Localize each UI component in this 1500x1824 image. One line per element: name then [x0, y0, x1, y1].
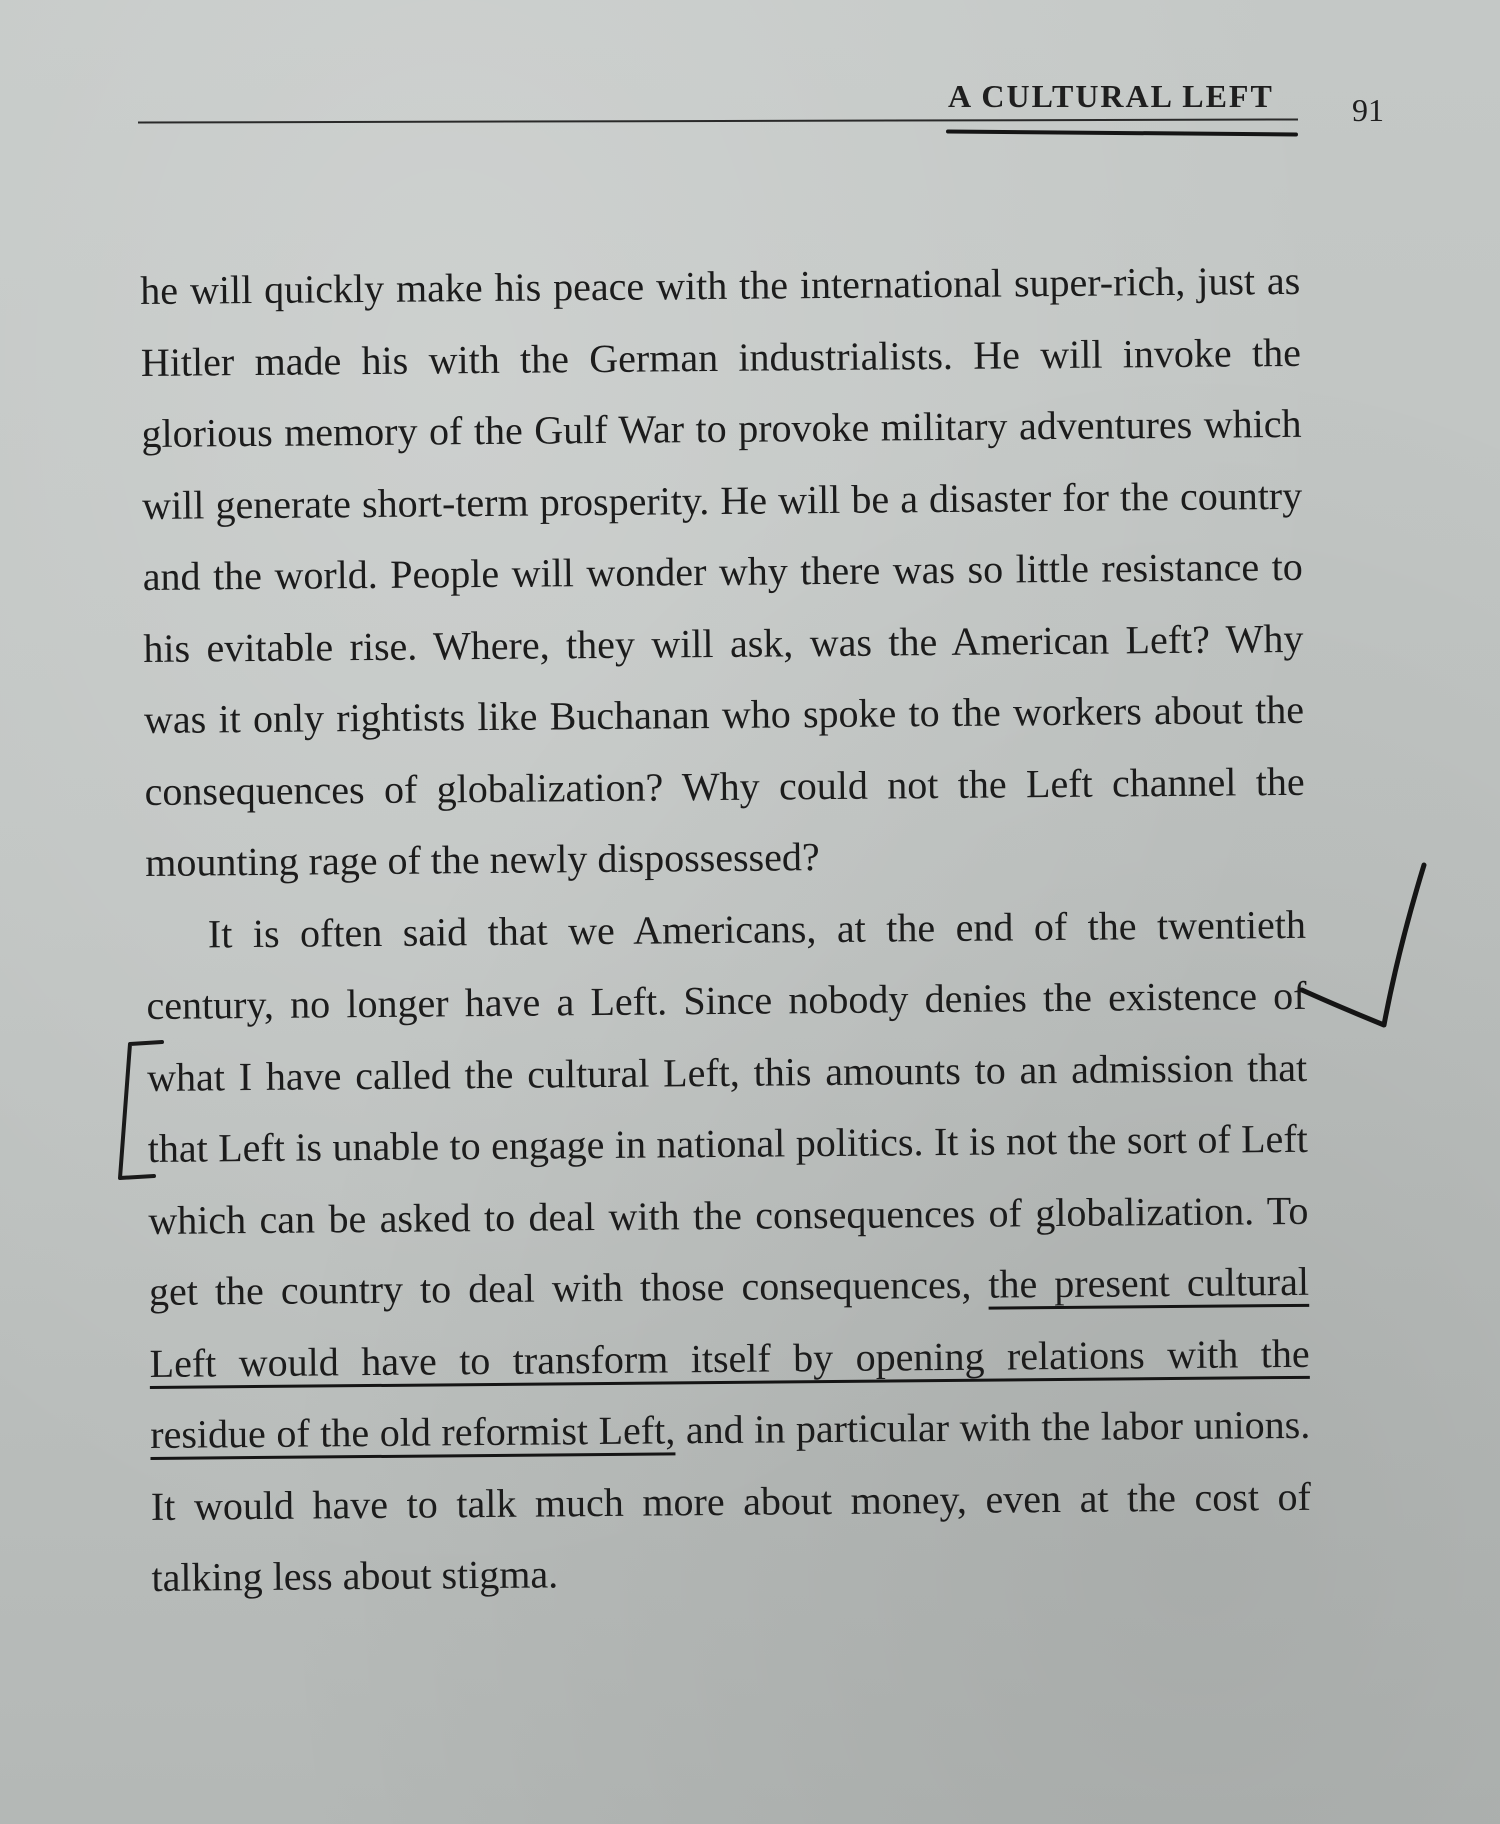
paragraph-1: he will quickly make his peace with the international super-rich, just as Hitler made his with the German industrialists. He will invoke the glorious memory of the Gulf War to provoke military adventures which will generate short-term prosperity. He will be a disaster for the country and the world. People will wonder why there was so little resistance to his evitable rise. Where, they will ask, was the American Left? Why was it only rightists like Buchanan who spoke to the workers about the consequences of globalization? Why could not the Left channel the mounting rage of the newly dispossessed? — [140, 257, 1305, 885]
header-rule — [138, 118, 1298, 123]
paragraph-2 — [146, 888, 1312, 1613]
margin-check-mark — [1302, 865, 1424, 1025]
paragraph-2-text-start: It is often said that we Americans, at the end of the twentieth century, no longer have a Left. Since nobody denies the existence of what I have called the cultural Left, this amounts to an admission that that Left is unable to engage in national politics. It is not the sort of Left which can be asked to deal with the consequences of globalization. To get the country to deal with those consequences, — [146, 901, 1309, 1314]
running-head-pen-underline — [946, 129, 1298, 136]
underlined-passage: the present cultural Left would have to transform itself by opening relations with the residue of the old reformist Left, — [149, 1258, 1310, 1457]
body-text — [140, 245, 1312, 1614]
page-number: 91 — [1352, 92, 1384, 128]
running-head: A CULTURAL LEFT — [948, 78, 1274, 114]
paragraph-2-text-end: and in particular with the labor unions. It would have to talk much more about money, even at the cost of talking less about stigma. — [150, 1401, 1312, 1600]
